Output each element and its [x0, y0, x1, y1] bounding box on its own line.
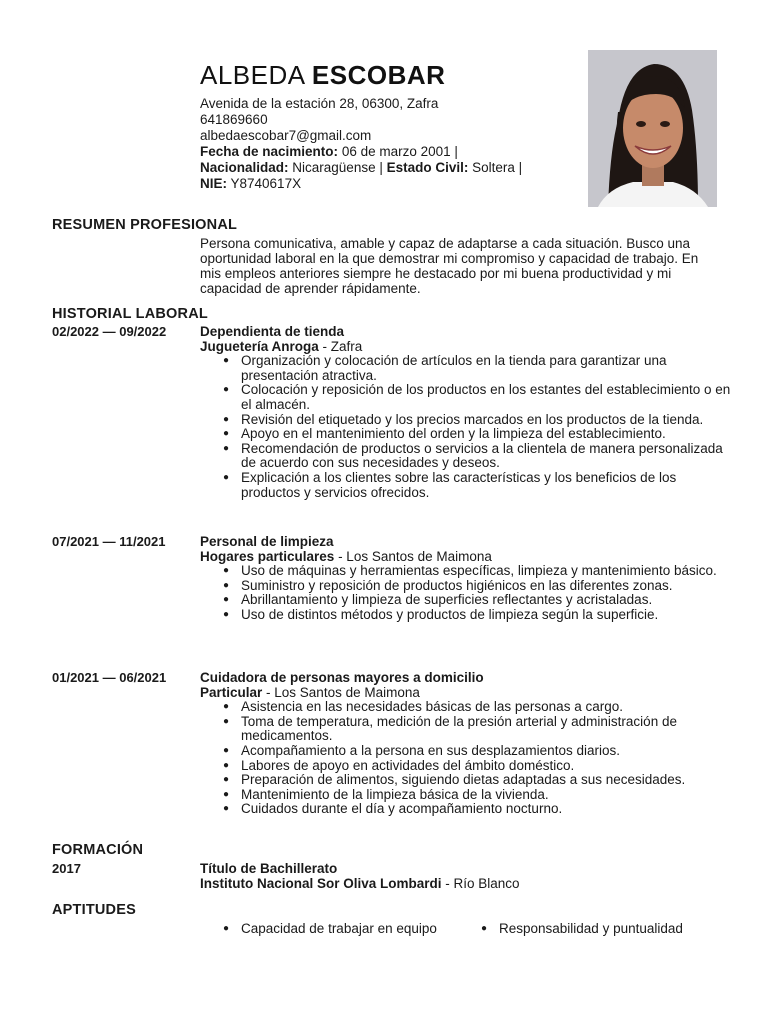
job-location: - Zafra [318, 338, 363, 354]
job-duties [220, 700, 732, 817]
job-company-line [200, 550, 732, 565]
list-item: ● Capacidad de trabajar en equipo [220, 921, 440, 936]
education-location: - Río Blanco [441, 875, 520, 891]
birth-date-value: 06 de marzo 2001 | [341, 144, 458, 159]
nationality-label: Nacionalidad: [200, 160, 289, 175]
list-item: ● Asistencia en las necesidades básicas de las personas a cargo. [220, 700, 732, 715]
list-item: ● Acompañamiento a la persona en sus desplazamientos diarios. [220, 744, 732, 759]
list-item: ● Suministro y reposición de productos higiénicos en las diferentes zonas. [220, 579, 732, 594]
list-item: ● Apoyo en el mantenimiento del orden y la limpieza del establecimiento. [220, 427, 732, 442]
list-item: ● Abrillantamiento y limpieza de superficies reflectantes y acristaladas. [220, 593, 732, 608]
list-item: ● Toma de temperatura, medición de la presión arterial y administración de medicamentos. [220, 715, 732, 744]
summary-heading: RESUMEN PROFESIONAL [52, 217, 238, 233]
list-item: ● Uso de distintos métodos y productos de limpieza según la superficie. [220, 608, 732, 623]
education-degree: Título de Bachillerato [200, 861, 338, 876]
job-role: Dependienta de tienda [200, 324, 345, 339]
job-entry [52, 671, 732, 817]
education-school-line [200, 877, 732, 892]
job-duties [220, 564, 732, 622]
job-entry [52, 325, 732, 500]
skills-heading: APTITUDES [52, 902, 136, 918]
job-dates: 07/2021 — 11/2021 [52, 534, 166, 549]
education-heading: FORMACIÓN [52, 842, 144, 858]
job-entry [52, 535, 732, 623]
job-role: Personal de limpieza [200, 534, 334, 549]
job-location: - Los Santos de Maimona [262, 684, 420, 700]
candidate-name [200, 60, 580, 90]
education-entry [52, 862, 732, 891]
job-company-line [200, 340, 732, 355]
list-item: ● Mantenimiento de la limpieza básica de la vivienda. [220, 788, 732, 803]
job-role: Cuidadora de personas mayores a domicilio [200, 670, 484, 685]
nationality-value: Nicaragüense | [292, 160, 383, 175]
list-item: ● Cuidados durante el día y acompañamiento nocturno. [220, 802, 732, 817]
last-name: ESCOBAR [311, 60, 446, 90]
list-item: ● Explicación a los clientes sobre las características y los beneficios de los productos y servicios ofrecidos. [220, 471, 732, 500]
list-item: ● Organización y colocación de artículos en la tienda para garantizar una presentación atractiva. [220, 354, 732, 383]
nationality-line [200, 160, 580, 176]
summary-text: Persona comunicativa, amable y capaz de adaptarse a cada situación. Busco una oportunidad laboral en la que demostrar mi compromiso y capacidad de trabajo. En mis empleos anteriores siempre he destacado por mi buena productividad y mi capacidad de aprender rápidamente. [200, 236, 699, 296]
birth-date-line [200, 144, 580, 160]
address: Avenida de la estación 28, 06300, Zafra [200, 96, 439, 111]
email: albedaescobar7@gmail.com [200, 128, 372, 143]
civil-status-label: Estado Civil: [386, 160, 469, 175]
job-duties [220, 354, 732, 500]
list-item: ● Preparación de alimentos, siguiendo dietas adaptadas a sus necesidades. [220, 773, 732, 788]
list-item: ● Recomendación de productos o servicios a la clientela de manera personalizada de acuerdo con sus necesidades y deseos. [220, 442, 732, 471]
list-item: ● Revisión del etiquetado y los precios marcados en los productos de la tienda. [220, 413, 732, 428]
list-item: ● Uso de máquinas y herramientas específicas, limpieza y mantenimiento básico. [220, 564, 732, 579]
civil-status-value: Soltera | [472, 160, 523, 175]
job-company: Particular [200, 684, 263, 700]
profile-photo [588, 50, 717, 207]
job-company-line [200, 686, 732, 701]
job-dates: 02/2022 — 09/2022 [52, 324, 167, 339]
header [200, 60, 580, 192]
portrait-illustration [588, 50, 717, 207]
nie-label: NIE: [200, 176, 227, 191]
list-item: ● Colocación y reposición de los productos en los estantes del establecimiento o en el almacén. [220, 383, 732, 412]
nie-line [200, 176, 580, 192]
education-year: 2017 [52, 861, 81, 876]
job-location: - Los Santos de Maimona [334, 548, 492, 564]
job-dates: 01/2021 — 06/2021 [52, 670, 167, 685]
nie-value: Y8740617X [230, 176, 302, 191]
list-item: ● Labores de apoyo en actividades del ámbito doméstico. [220, 759, 732, 774]
job-company: Juguetería Anroga [200, 338, 319, 354]
contact-info [200, 96, 580, 192]
birth-date-label: Fecha de nacimiento: [200, 144, 339, 159]
list-item: ● Responsabilidad y puntualidad [478, 921, 728, 936]
first-name: ALBEDA [200, 60, 305, 90]
history-heading: HISTORIAL LABORAL [52, 306, 208, 322]
phone: 641869660 [200, 112, 268, 127]
job-company: Hogares particulares [200, 548, 335, 564]
education-school: Instituto Nacional Sor Oliva Lombardi [200, 875, 442, 891]
